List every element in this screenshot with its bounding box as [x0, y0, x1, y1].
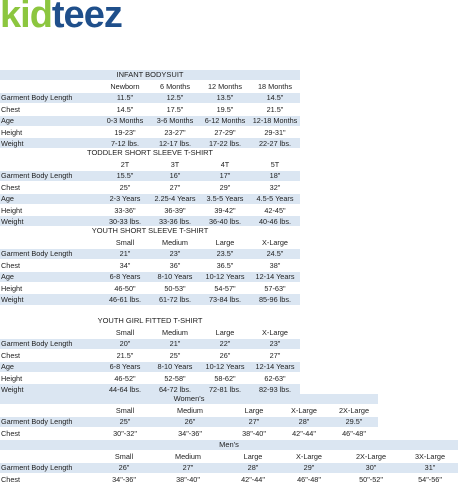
cell: 0-3 Months [100, 115, 150, 126]
cell: 12-18 Months [250, 115, 300, 126]
cell: 30"-32" [100, 428, 150, 439]
row-label: Garment Body Length [0, 248, 100, 259]
cell: 54-57" [200, 282, 250, 293]
cell: 33-36" [100, 204, 150, 215]
row-label: Garment Body Length [0, 170, 100, 181]
cell: 19.5" [200, 104, 250, 115]
cell: 26" [150, 416, 230, 427]
cell: 23-27" [150, 126, 200, 137]
kidteez-logo [0, 0, 122, 37]
size-header: Large [230, 405, 278, 416]
cell: 72-81 lbs. [200, 384, 250, 395]
cell: 3.5-5 Years [200, 193, 250, 204]
row-label: Age [0, 271, 100, 282]
row-label: Age [0, 193, 100, 204]
cell: 34"-36" [150, 428, 230, 439]
size-header: 6 Months [150, 81, 200, 92]
cell: 26" [200, 350, 250, 361]
row-label: Chest [0, 350, 100, 361]
cell: 23" [250, 338, 300, 349]
cell: 38" [250, 260, 300, 271]
cell: 50-53" [150, 282, 200, 293]
cell: 29" [278, 462, 340, 473]
cell: 82-93 lbs. [250, 384, 300, 395]
row-label: Chest [0, 428, 100, 439]
cell: 36-40 lbs. [200, 216, 250, 227]
cell: 17.5" [150, 104, 200, 115]
row-label: Height [0, 204, 100, 215]
row-label: Garment Body Length [0, 416, 100, 427]
cell: 46-50" [100, 282, 150, 293]
cell: 27" [230, 416, 278, 427]
size-header: X-Large [250, 327, 300, 338]
cell: 8-10 Years [150, 361, 200, 372]
size-header: 12 Months [200, 81, 250, 92]
womens-title: Women's [0, 394, 378, 405]
cell: 73-84 lbs. [200, 294, 250, 305]
row-label: Weight [0, 138, 100, 149]
size-header: 3X-Large [402, 451, 458, 462]
row-label: Garment Body Length [0, 92, 100, 103]
size-header: 2X-Large [340, 451, 402, 462]
cell: 12-14 Years [250, 361, 300, 372]
logo-kid-text: kid [0, 0, 52, 36]
cell: 30-33 lbs. [100, 216, 150, 227]
row-label: Height [0, 282, 100, 293]
cell: 19-23" [100, 126, 150, 137]
toddler-size-table [0, 148, 300, 228]
cell: 21.5" [250, 104, 300, 115]
infant-title: INFANT BODYSUIT [0, 70, 300, 81]
size-header: Large [200, 327, 250, 338]
cell: 27-29" [200, 126, 250, 137]
size-header: 4T [200, 159, 250, 170]
size-header: 2X-Large [330, 405, 378, 416]
cell: 42"-44" [278, 428, 330, 439]
cell: 36" [150, 260, 200, 271]
row-label: Age [0, 115, 100, 126]
row-label: Weight [0, 294, 100, 305]
size-header: Small [100, 327, 150, 338]
cell: 17-22 lbs. [200, 138, 250, 149]
row-label: Age [0, 361, 100, 372]
cell: 6-8 Years [100, 271, 150, 282]
size-header: 2T [100, 159, 150, 170]
cell: 14.5" [250, 92, 300, 103]
cell: 20" [100, 338, 150, 349]
size-header: X-Large [278, 451, 340, 462]
cell: 42"-44" [228, 474, 278, 485]
size-header: 5T [250, 159, 300, 170]
size-header: Small [100, 405, 150, 416]
cell: 21" [150, 338, 200, 349]
cell: 42-45" [250, 204, 300, 215]
cell: 6-12 Months [200, 115, 250, 126]
size-header: Newborn [100, 81, 150, 92]
cell: 44-64 lbs. [100, 384, 150, 395]
cell: 28" [278, 416, 330, 427]
cell: 39-42" [200, 204, 250, 215]
cell: 25" [100, 416, 150, 427]
cell: 2.25-4 Years [150, 193, 200, 204]
cell: 57-63" [250, 282, 300, 293]
youth-title: YOUTH SHORT SLEEVE T-SHIRT [0, 226, 300, 237]
cell: 16" [150, 170, 200, 181]
size-header: Medium [150, 237, 200, 248]
cell: 85-96 lbs. [250, 294, 300, 305]
row-label: Garment Body Length [0, 462, 100, 473]
logo-teez-text: teez [51, 0, 122, 36]
cell: 10-12 Years [200, 271, 250, 282]
cell: 64-72 lbs. [150, 384, 200, 395]
size-header: Small [100, 237, 150, 248]
cell: 52-58" [150, 372, 200, 383]
cell: 13.5" [200, 92, 250, 103]
cell: 54"-56" [402, 474, 458, 485]
cell: 3-6 Months [150, 115, 200, 126]
cell: 36-39" [150, 204, 200, 215]
size-header: 18 Months [250, 81, 300, 92]
row-label: Height [0, 126, 100, 137]
mens-size-table [0, 440, 458, 486]
cell: 36.5" [200, 260, 250, 271]
cell: 30" [340, 462, 402, 473]
cell: 21" [100, 248, 150, 259]
girl-size-table [0, 316, 300, 396]
cell: 22" [200, 338, 250, 349]
cell: 11.5" [100, 92, 150, 103]
size-header: X-Large [278, 405, 330, 416]
cell: 38"-40" [148, 474, 228, 485]
cell: 14.5" [100, 104, 150, 115]
youth-size-table [0, 226, 300, 306]
cell: 34"-36" [100, 474, 148, 485]
cell: 29-31" [250, 126, 300, 137]
size-header: 3T [150, 159, 200, 170]
cell: 21.5" [100, 350, 150, 361]
cell: 29" [200, 182, 250, 193]
cell: 7-12 lbs. [100, 138, 150, 149]
cell: 12-14 Years [250, 271, 300, 282]
cell: 18" [250, 170, 300, 181]
cell: 46-61 lbs. [100, 294, 150, 305]
row-label: Weight [0, 384, 100, 395]
cell: 58-62" [200, 372, 250, 383]
cell: 10-12 Years [200, 361, 250, 372]
row-label: Chest [0, 474, 100, 485]
cell: 62-63" [250, 372, 300, 383]
infant-size-table [0, 70, 300, 150]
row-label: Chest [0, 104, 100, 115]
cell: 46"-48" [278, 474, 340, 485]
cell: 25" [100, 182, 150, 193]
cell: 27" [250, 350, 300, 361]
cell: 17" [200, 170, 250, 181]
size-header: Small [100, 451, 148, 462]
cell: 2-3 Years [100, 193, 150, 204]
row-label: Height [0, 372, 100, 383]
cell: 46-52" [100, 372, 150, 383]
cell: 15.5" [100, 170, 150, 181]
cell: 6-8 Years [100, 361, 150, 372]
cell: 31" [402, 462, 458, 473]
size-header: Large [228, 451, 278, 462]
row-label: Chest [0, 182, 100, 193]
mens-title: Men's [0, 440, 458, 451]
cell: 12-17 lbs. [150, 138, 200, 149]
cell: 26" [100, 462, 148, 473]
cell: 32" [250, 182, 300, 193]
toddler-title: TODDLER SHORT SLEEVE T-SHIRT [0, 148, 300, 159]
cell: 28" [228, 462, 278, 473]
size-header: Large [200, 237, 250, 248]
cell: 23" [150, 248, 200, 259]
cell: 27" [148, 462, 228, 473]
size-header: Medium [148, 451, 228, 462]
cell: 46"-48" [330, 428, 378, 439]
cell: 61-72 lbs. [150, 294, 200, 305]
cell: 33-36 lbs. [150, 216, 200, 227]
row-label: Weight [0, 216, 100, 227]
size-header: Medium [150, 327, 200, 338]
cell: 23.5" [200, 248, 250, 259]
row-label: Garment Body Length [0, 338, 100, 349]
cell: 34" [100, 260, 150, 271]
cell: 38"-40" [230, 428, 278, 439]
womens-size-table [0, 394, 378, 440]
size-header: X-Large [250, 237, 300, 248]
cell: 40-46 lbs. [250, 216, 300, 227]
cell: 12.5" [150, 92, 200, 103]
row-label: Chest [0, 260, 100, 271]
cell: 27" [150, 182, 200, 193]
cell: 25" [150, 350, 200, 361]
cell: 4.5-5 Years [250, 193, 300, 204]
cell: 8-10 Years [150, 271, 200, 282]
cell: 22-27 lbs. [250, 138, 300, 149]
cell: 24.5" [250, 248, 300, 259]
cell: 50"-52" [340, 474, 402, 485]
girl-title: YOUTH GIRL FITTED T-SHIRT [0, 316, 300, 327]
size-header: Medium [150, 405, 230, 416]
cell: 29.5" [330, 416, 378, 427]
